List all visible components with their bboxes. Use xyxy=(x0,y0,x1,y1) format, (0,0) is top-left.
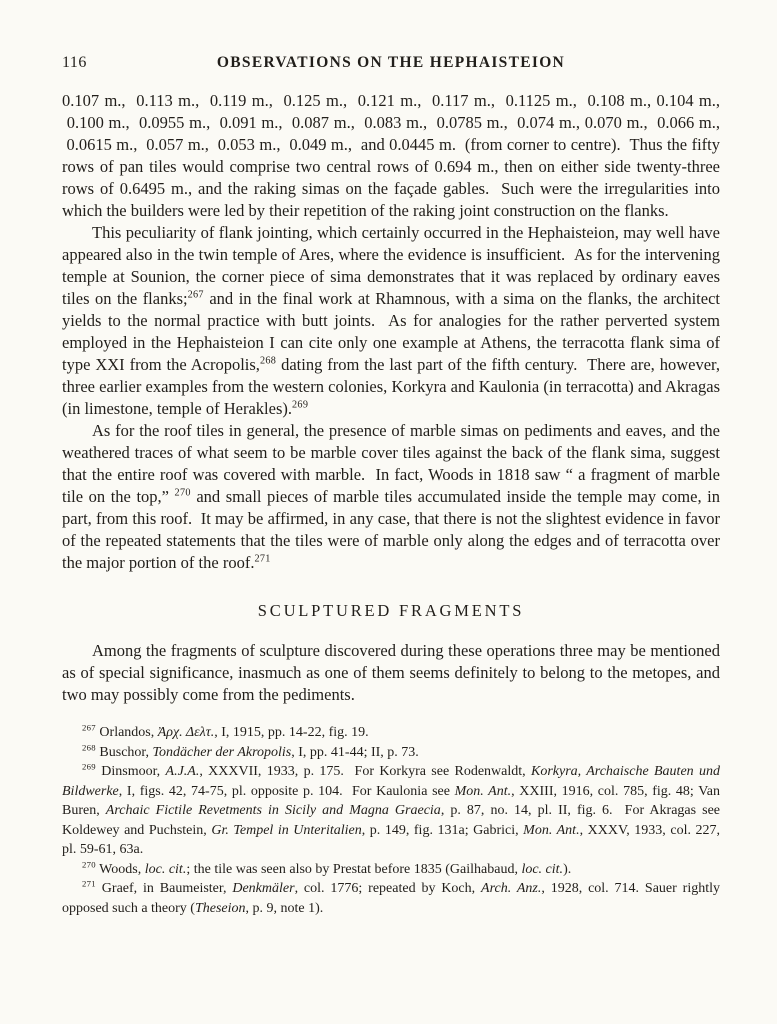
section-heading: SCULPTURED FRAGMENTS xyxy=(257,601,525,620)
text-run: Korkyra, Archaische Bauten und Bildwerke xyxy=(62,764,720,799)
text-run: Buschor, xyxy=(95,744,153,760)
text-run: , col. 1776; repeated by Koch, xyxy=(294,881,482,896)
text-run: , p. 9, note 1). xyxy=(245,900,324,916)
footnote xyxy=(62,743,720,763)
text-run: dating from the last part of the fifth century. There are, however, three earlier examples from the western colonies, Korkyra and Kaulonia (in terracotta) and Akragas (in limestone, temple of Herakles). xyxy=(62,355,720,418)
body-text xyxy=(62,90,720,574)
text-run: loc. cit. xyxy=(521,861,564,877)
text-run: , I, pp. 41-44; II, p. 73. xyxy=(291,744,419,760)
text-run: loc. cit. xyxy=(144,861,187,877)
text-run: Arch. Anz. xyxy=(481,881,542,896)
text-run: , XXIII, 1916, col. 785, fig. 48; Van Buren, xyxy=(62,783,720,818)
text-run: , p. 149, fig. 131a; Gabrici, xyxy=(361,822,524,838)
text-run: Gr. Tempel in Unteritalien xyxy=(211,822,362,838)
text-run: Woods, xyxy=(95,861,145,877)
section-text xyxy=(62,640,720,706)
text-run: ; the tile was seen also by Prestat before 1835 (Gailhabaud, xyxy=(186,861,522,877)
footnote-ref: 268 xyxy=(82,741,96,752)
body-paragraph xyxy=(62,420,720,574)
footnote-ref: 269 xyxy=(292,399,309,411)
text-run: 0.107 m., 0.113 m., 0.119 m., 0.125 m., 0.121 m., 0.117 m., 0.1125 m., 0.108 m., 0.104 m., 0.100 m., 0.0955 m., 0.091 m., 0.087 m., 0.083 m., 0.0785 m., 0.074 m., 0.070 m., 0.066 m., 0.0615 m., 0.057 m., 0.053 m., 0.049 m., and 0.0445 m. (from corner to centre). Thus the fifty rows of pan tiles would comprise two central rows of 0.694 m., then on either side twenty-three rows of 0.6495 m., and the raking simas on the façade gables. Such were the irregularities into which the builders were led by their repetition of the raking joint construction on the flanks. xyxy=(62,91,720,220)
footnote-ref: 270 xyxy=(82,858,96,869)
text-run: Ἀρχ. Δελτ. xyxy=(157,725,215,740)
footnote-ref: 271 xyxy=(254,553,271,565)
text-run: , XXXVII, 1933, p. 175. For Korkyra see Rodenwaldt, xyxy=(199,764,531,779)
text-run: A.J.A. xyxy=(165,764,200,779)
footnote-ref: 270 xyxy=(174,487,191,499)
text-run: Among the fragments of sculpture discovered during these operations three may be mentioned as of special significance, inasmuch as one of them seems definitely to belong to the metopes, and two may possibly come from the pediments. xyxy=(62,641,720,704)
text-run: Tondächer der Akropolis xyxy=(152,744,292,760)
footnote-ref: 269 xyxy=(82,761,96,772)
page-number: 116 xyxy=(62,54,87,71)
footnote-ref: 268 xyxy=(259,355,277,367)
text-run: Dinsmoor, xyxy=(95,764,166,779)
section-paragraph xyxy=(62,640,720,706)
footnote-ref: 271 xyxy=(82,878,96,889)
footnotes-block xyxy=(62,723,720,918)
text-run: Archaic Fictile Revetments in Sicily and Magna Graecia xyxy=(105,803,441,818)
footnote xyxy=(62,860,720,880)
text-run: Graef, in Baumeister, xyxy=(95,881,233,896)
running-title: OBSERVATIONS ON THE HEPHAISTEION xyxy=(216,54,566,71)
text-run: This peculiarity of flank jointing, which certainly occurred in the Hephaisteion, may well have appeared also in the twin temple of Ares, where the evidence is insufficient. As for the intervening temple at Sounion, the corner piece of sima demonstrates that it was replaced by ordinary eaves tiles on the flanks; xyxy=(62,223,720,308)
text-run: ). xyxy=(563,861,572,877)
footnote-ref: 267 xyxy=(187,289,204,301)
text-run: , I, 1915, pp. 14-22, fig. 19. xyxy=(214,725,369,740)
text-run: , I, figs. 42, 74-75, pl. opposite p. 104. For Kaulonia see xyxy=(118,783,455,799)
body-paragraph xyxy=(62,222,720,420)
text-run: , XXXV, 1933, col. 227, pl. 59-61, 63a. xyxy=(62,822,721,857)
text-run: Orlandos, xyxy=(95,725,158,740)
footnote xyxy=(62,723,720,743)
text-run: Theseion xyxy=(194,900,246,916)
running-head xyxy=(62,54,720,76)
text-run: Mon. Ant. xyxy=(454,783,512,799)
text-run: , 1928, col. 714. Sauer rightly opposed such a theory ( xyxy=(62,881,720,916)
text-run: and in the final work at Rhamnous, with a sima on the flanks, the architect yields to the normal practice with butt joints. As for analogies for the rather perverted system employed in the Hephaisteion I can cite only one example at Athens, the terracotta flank sima of type XXI from the Acropolis, xyxy=(62,289,720,374)
body-paragraph xyxy=(62,90,720,222)
text-run: As for the roof tiles in general, the presence of marble simas on pediments and eaves, and the weathered traces of what seem to be marble cover tiles against the back of the flank sima, suggest that the entire roof was covered with marble. In fact, Woods in 1818 saw “ a fragment of marble tile on the top,” xyxy=(62,421,720,506)
footnote-ref: 267 xyxy=(82,722,96,733)
footnote xyxy=(62,879,720,918)
text-run: and small pieces of marble tiles accumulated inside the temple may come, in part, from this roof. It may be affirmed, in any case, that there is not the slightest evidence in favor of the repeated statements that the tiles were of marble only along the edges and of terracotta over the major portion of the roof. xyxy=(62,487,720,572)
text-run: Mon. Ant. xyxy=(523,822,580,838)
footnote xyxy=(62,762,720,860)
text-run: Denkmäler xyxy=(232,881,295,896)
text-run: , p. 87, no. 14, pl. II, fig. 6. For Akragas see Koldewey and Puchstein, xyxy=(62,803,721,838)
